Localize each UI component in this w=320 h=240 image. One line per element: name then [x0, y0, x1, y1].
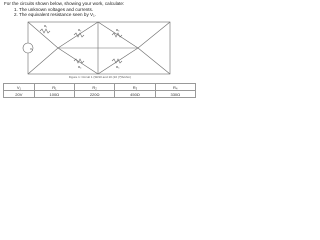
resistor-label: R₄	[78, 65, 82, 69]
task-item: 2. The equivalent resistance seen by V₁.	[14, 12, 96, 18]
table-row	[4, 91, 196, 98]
source-label: V₁	[30, 47, 34, 51]
table-header-cell: R₂	[75, 84, 115, 91]
table-cell: 220Ω	[75, 91, 115, 98]
resistor-r3	[112, 33, 122, 37]
table-cell: 450Ω	[115, 91, 155, 98]
task-item: 1. The unknown voltages and currents.	[14, 7, 94, 12]
branch-right-bottom	[138, 48, 170, 74]
table-header-cell: R₄	[155, 84, 195, 91]
table-cell: 100Ω	[34, 91, 74, 98]
table-header-row	[4, 84, 196, 91]
table-header-cell: R₃	[115, 84, 155, 91]
instructions-text: For the circuits shown below, showing your work, calculate:	[4, 1, 125, 6]
resistor-label: R₃	[116, 28, 120, 32]
table-header-cell: R₁	[34, 84, 74, 91]
resistor-label: R₂	[78, 28, 82, 32]
resistor-r4	[74, 59, 84, 63]
table-cell: 330Ω	[155, 91, 195, 98]
branch-right-top	[138, 22, 170, 48]
table-cell: 20V	[4, 91, 35, 98]
values-table	[3, 83, 196, 98]
table-header-cell: V₁	[4, 84, 35, 91]
circuit-diagram	[18, 17, 178, 79]
resistor-r1	[40, 29, 50, 33]
figure-caption: Figure 1: Circuit 1 (SR10 and 10 (10 (?)S/ohm)	[68, 75, 132, 79]
resistor-label: R₅	[116, 65, 120, 69]
resistor-label: R₁	[44, 24, 48, 28]
